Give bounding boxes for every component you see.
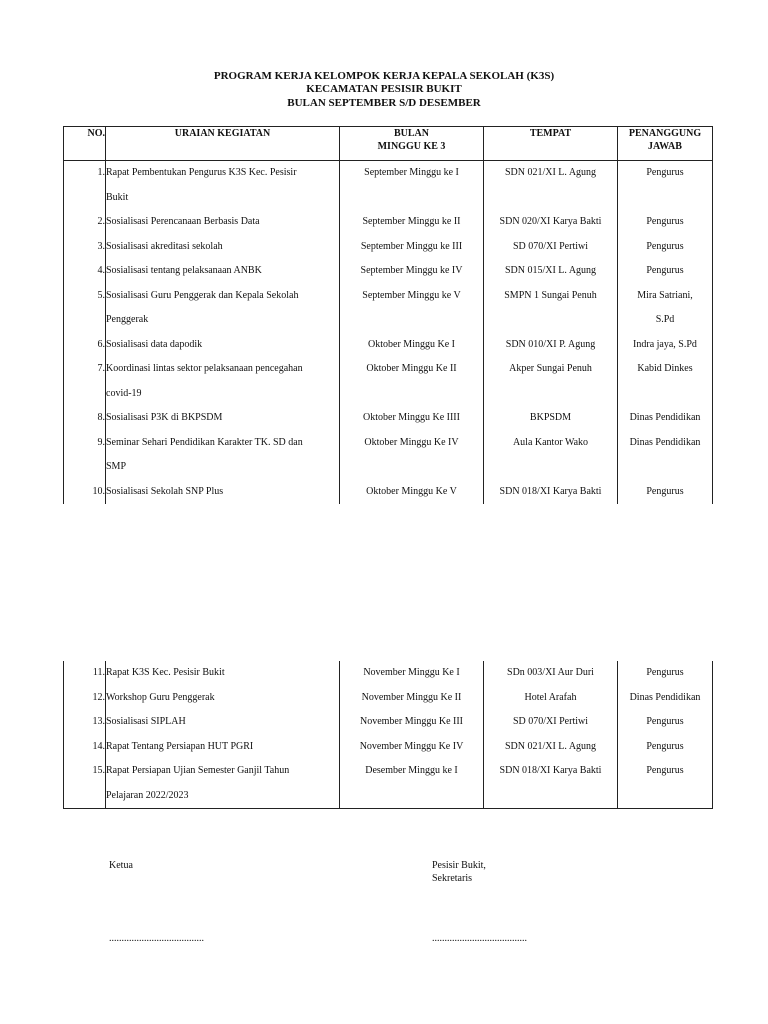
row-no: 3. xyxy=(64,235,106,260)
table-row xyxy=(64,333,713,358)
row-bulan: Oktober Minggu Ke IIII xyxy=(340,406,484,431)
row-uraian xyxy=(106,735,340,760)
row-penanggung-jawab xyxy=(618,357,713,406)
row-no: 6. xyxy=(64,333,106,358)
row-tempat: SD 070/XI Pertiwi xyxy=(484,710,618,735)
row-no: 4. xyxy=(64,259,106,284)
ketua-signature-line: ...................................... xyxy=(109,933,204,944)
row-penanggung-jawab xyxy=(618,235,713,260)
row-no: 10. xyxy=(64,480,106,505)
row-uraian-line: Penggerak xyxy=(106,314,149,325)
row-no: 11. xyxy=(64,661,106,686)
table-row xyxy=(64,406,713,431)
row-penanggung-jawab-line: Pengurus xyxy=(646,765,684,776)
row-penanggung-jawab-line: Dinas Pendidikan xyxy=(629,412,701,423)
row-uraian xyxy=(106,210,340,235)
header-bulan-line1: BULAN xyxy=(393,128,429,139)
table-row xyxy=(64,431,713,480)
header-bulan xyxy=(340,127,484,161)
sekretaris-signature-line: ...................................... xyxy=(432,933,527,944)
header-tempat: TEMPAT xyxy=(484,127,618,161)
row-uraian-line: Sosialisasi Sekolah SNP Plus xyxy=(106,485,224,497)
row-no: 14. xyxy=(64,735,106,760)
table-row xyxy=(64,259,713,284)
table-body-part-1 xyxy=(64,161,713,505)
row-penanggung-jawab-line: Pengurus xyxy=(646,265,684,276)
table-row xyxy=(64,661,713,686)
row-penanggung-jawab xyxy=(618,284,713,333)
row-no: 1. xyxy=(64,161,106,211)
row-penanggung-jawab-line: Pengurus xyxy=(646,485,684,497)
row-bulan: September Minggu ke II xyxy=(340,210,484,235)
row-no: 2. xyxy=(64,210,106,235)
table-row xyxy=(64,480,713,505)
row-uraian-line: Sosialisasi data dapodik xyxy=(106,338,203,350)
doc-title: PROGRAM KERJA KELOMPOK KERJA KEPALA SEKOLAH (K3S) xyxy=(213,70,555,82)
row-uraian-line: Rapat Tentang Persiapan HUT PGRI xyxy=(106,740,254,752)
row-uraian xyxy=(106,161,340,211)
row-bulan: Oktober Minggu Ke II xyxy=(340,357,484,406)
row-penanggung-jawab xyxy=(618,431,713,480)
row-uraian xyxy=(106,661,340,686)
row-uraian xyxy=(106,235,340,260)
row-uraian-line: Sosialisasi Perencanaan Berbasis Data xyxy=(106,216,260,227)
row-penanggung-jawab-line: Pengurus xyxy=(646,667,684,678)
row-uraian-line: Bukit xyxy=(106,191,129,203)
row-uraian-line: Sosialisasi akreditasi sekolah xyxy=(106,240,223,252)
row-bulan: November Minggu Ke I xyxy=(340,661,484,686)
row-uraian-line: Sosialisasi P3K di BKPSDM xyxy=(106,412,223,423)
place-label: Pesisir Bukit, xyxy=(432,860,486,871)
row-uraian xyxy=(106,686,340,711)
row-penanggung-jawab-line: S.Pd xyxy=(655,314,675,325)
row-uraian-line: Rapat Pembentukan Pengurus K3S Kec. Pesisir xyxy=(106,167,297,178)
row-tempat: Aula Kantor Wako xyxy=(484,431,618,480)
table-body-part-2 xyxy=(64,661,713,809)
header-pj-line1: PENANGGUNG xyxy=(628,128,702,139)
row-penanggung-jawab xyxy=(618,406,713,431)
row-uraian-line: Rapat K3S Kec. Pesisir Bukit xyxy=(106,667,225,678)
row-no: 15. xyxy=(64,759,106,809)
table-row xyxy=(64,284,713,333)
row-uraian xyxy=(106,259,340,284)
row-uraian xyxy=(106,710,340,735)
row-bulan: September Minggu ke V xyxy=(340,284,484,333)
program-table-part-2 xyxy=(63,661,713,809)
row-no: 5. xyxy=(64,284,106,333)
row-bulan: November Minggu Ke II xyxy=(340,686,484,711)
row-penanggung-jawab-line: Dinas Pendidikan xyxy=(629,436,701,448)
table-row xyxy=(64,735,713,760)
row-bulan: September Minggu ke I xyxy=(340,161,484,211)
row-penanggung-jawab-line: Kabid Dinkes xyxy=(637,363,693,374)
row-penanggung-jawab-line: Indra jaya, S.Pd xyxy=(633,338,697,350)
row-no: 12. xyxy=(64,686,106,711)
table-row xyxy=(64,161,713,211)
row-tempat: SDn 003/XI Aur Duri xyxy=(484,661,618,686)
row-uraian-line: Pelajaran 2022/2023 xyxy=(106,789,189,801)
sekretaris-label: Sekretaris xyxy=(432,873,472,884)
signature-ketua xyxy=(109,859,133,872)
row-uraian-line: Koordinasi lintas sektor pelaksanaan pencegahan xyxy=(106,363,303,374)
row-uraian-line: Sosialisasi tentang pelaksanaan ANBK xyxy=(106,265,262,276)
row-uraian xyxy=(106,333,340,358)
row-uraian-line: Workshop Guru Penggerak xyxy=(106,691,215,703)
row-tempat: SMPN 1 Sungai Penuh xyxy=(484,284,618,333)
row-bulan: November Minggu Ke IV xyxy=(340,735,484,760)
row-uraian-line: Rapat Persiapan Ujian Semester Ganjil Tahun xyxy=(106,765,290,776)
row-no: 7. xyxy=(64,357,106,406)
row-tempat: SDN 018/XI Karya Bakti xyxy=(484,759,618,809)
table-row xyxy=(64,357,713,406)
row-penanggung-jawab xyxy=(618,259,713,284)
row-penanggung-jawab xyxy=(618,735,713,760)
header-pj-line2: JAWAB xyxy=(648,141,682,152)
row-uraian-line: covid-19 xyxy=(106,387,142,399)
row-bulan: September Minggu ke III xyxy=(340,235,484,260)
row-bulan: November Minggu Ke III xyxy=(340,710,484,735)
table-row xyxy=(64,710,713,735)
header-penanggung-jawab xyxy=(618,127,713,161)
row-bulan: Oktober Minggu Ke I xyxy=(340,333,484,358)
row-penanggung-jawab-line: Pengurus xyxy=(646,216,684,227)
row-penanggung-jawab xyxy=(618,759,713,809)
row-penanggung-jawab-line: Pengurus xyxy=(646,240,684,252)
row-uraian xyxy=(106,480,340,505)
row-penanggung-jawab xyxy=(618,661,713,686)
row-tempat: SDN 010/XI P. Agung xyxy=(484,333,618,358)
row-uraian xyxy=(106,759,340,809)
row-uraian xyxy=(106,406,340,431)
table-row xyxy=(64,759,713,809)
row-uraian-line: Seminar Sehari Pendidikan Karakter TK. SD dan xyxy=(106,436,303,448)
row-bulan: September Minggu ke IV xyxy=(340,259,484,284)
doc-subtitle-district: KECAMATAN PESISIR BUKIT xyxy=(306,83,462,95)
row-uraian-line: SMP xyxy=(106,461,127,472)
row-penanggung-jawab-line: Mira Satriani, xyxy=(637,289,693,301)
table-row xyxy=(64,235,713,260)
row-penanggung-jawab xyxy=(618,161,713,211)
row-no: 13. xyxy=(64,710,106,735)
doc-subtitle-period: BULAN SEPTEMBER S/D DESEMBER xyxy=(287,97,481,109)
row-tempat: SDN 020/XI Karya Bakti xyxy=(484,210,618,235)
row-no: 8. xyxy=(64,406,106,431)
row-tempat: SDN 015/XI L. Agung xyxy=(484,259,618,284)
ketua-label: Ketua xyxy=(109,860,133,871)
table-header-row xyxy=(64,127,713,161)
header-no: NO. xyxy=(64,127,106,161)
row-tempat: SD 070/XI Pertiwi xyxy=(484,235,618,260)
row-penanggung-jawab xyxy=(618,710,713,735)
header-bulan-line2: MINGGU KE 3 xyxy=(377,141,446,152)
row-uraian xyxy=(106,431,340,480)
row-bulan: Oktober Minggu Ke V xyxy=(340,480,484,505)
row-tempat: BKPSDM xyxy=(484,406,618,431)
program-table-part-1 xyxy=(63,126,713,504)
row-tempat: SDN 021/XI L. Agung xyxy=(484,161,618,211)
row-penanggung-jawab xyxy=(618,210,713,235)
row-penanggung-jawab-line: Pengurus xyxy=(646,167,684,178)
row-no: 9. xyxy=(64,431,106,480)
row-tempat: Hotel Arafah xyxy=(484,686,618,711)
row-tempat: Akper Sungai Penuh xyxy=(484,357,618,406)
row-tempat: SDN 021/XI L. Agung xyxy=(484,735,618,760)
row-penanggung-jawab xyxy=(618,333,713,358)
header-uraian: URAIAN KEGIATAN xyxy=(106,127,340,161)
row-penanggung-jawab-line: Dinas Pendidikan xyxy=(629,691,701,703)
row-uraian-line: Sosialisasi Guru Penggerak dan Kepala Sekolah xyxy=(106,289,299,301)
row-penanggung-jawab xyxy=(618,480,713,505)
row-uraian-line: Sosialisasi SIPLAH xyxy=(106,716,186,727)
row-tempat: SDN 018/XI Karya Bakti xyxy=(484,480,618,505)
row-penanggung-jawab-line: Pengurus xyxy=(646,716,684,727)
row-penanggung-jawab-line: Pengurus xyxy=(646,740,684,752)
signature-sekretaris xyxy=(432,859,486,885)
row-bulan: Oktober Minggu Ke IV xyxy=(340,431,484,480)
table-row xyxy=(64,210,713,235)
row-uraian xyxy=(106,284,340,333)
row-penanggung-jawab xyxy=(618,686,713,711)
row-uraian xyxy=(106,357,340,406)
table-row xyxy=(64,686,713,711)
row-bulan: Desember Minggu ke I xyxy=(340,759,484,809)
